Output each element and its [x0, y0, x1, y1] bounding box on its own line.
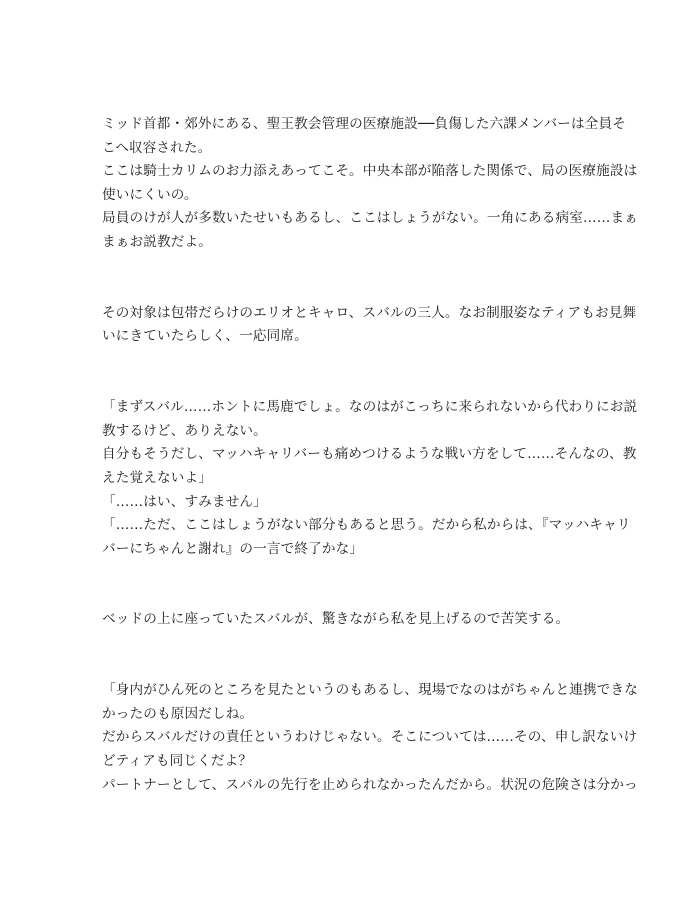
text-line: いにきていたらしく、一応同席。 [102, 328, 308, 345]
text-line: その対象は包帯だらけのエリオとキャロ、スバルの三人。なお制服姿なティアもお見舞 [102, 304, 637, 321]
text-line: ここは騎士カリムのお力添えあってこそ。中央本部が陥落した関係で、局の医療施設は [102, 163, 638, 180]
paragraph-gap [102, 585, 596, 609]
text-line: 「……はい、すみません」 [102, 493, 267, 510]
document-page [102, 113, 639, 797]
text-line: まぁお説教だよ。 [102, 233, 212, 250]
text-line: 使いにくいの。 [102, 186, 198, 203]
paragraph-gap [102, 632, 596, 656]
paragraph-gap [102, 656, 596, 680]
paragraph-gap [102, 349, 596, 373]
text-line: かったのも原因だしね。 [102, 705, 254, 722]
text-line: だからスバルだけの責任というわけじゃない。そこについては……その、申し訳ないけ [102, 729, 638, 746]
paragraph-gap [102, 255, 596, 279]
text-line: 局員のけが人が多数いたせいもあるし、ここはしょうがない。一角にある病室……まぁ [102, 210, 639, 227]
text-line: 自分もそうだし、マッハキャリバーも痛めつけるような戦い方をして……そんなの、教 [102, 446, 637, 463]
text-line: バーにちゃんと謝れ』の一言で終了かな」 [102, 540, 364, 557]
paragraph-gap [102, 278, 596, 302]
text-line: ミッド首都・郊外にある、聖王教会管理の医療施設──負傷した六課メンバーは全員そ [102, 116, 626, 132]
text-line: えた覚えないよ」 [102, 469, 212, 486]
text-line: 「……ただ、ここはしょうがない部分もあると思う。だから私からは、『マッハキャリ [102, 517, 631, 534]
text-line: パートナーとして、スバルの先行を止められなかったんだから。状況の危険さは分かっ [102, 776, 638, 793]
text-line: こへ収容された。 [102, 139, 212, 156]
text-line: 教するけど、ありえない。 [102, 422, 267, 439]
text-line: 「まずスバル……ホントに馬鹿でしょ。なのはがこっちに来られないから代わりにお説 [102, 399, 638, 416]
text-line: ベッドの上に座っていたスバルが、驚きながら私を見上げるので苦笑する。 [102, 611, 570, 628]
paragraph-gap [102, 373, 596, 397]
paragraph-gap [102, 561, 596, 585]
text-line: 「身内がひん死のところを見たというのもあるし、現場でなのはがちゃんと連携できな [102, 682, 639, 699]
text-line: どティアも同じくだよ？ [102, 753, 253, 770]
